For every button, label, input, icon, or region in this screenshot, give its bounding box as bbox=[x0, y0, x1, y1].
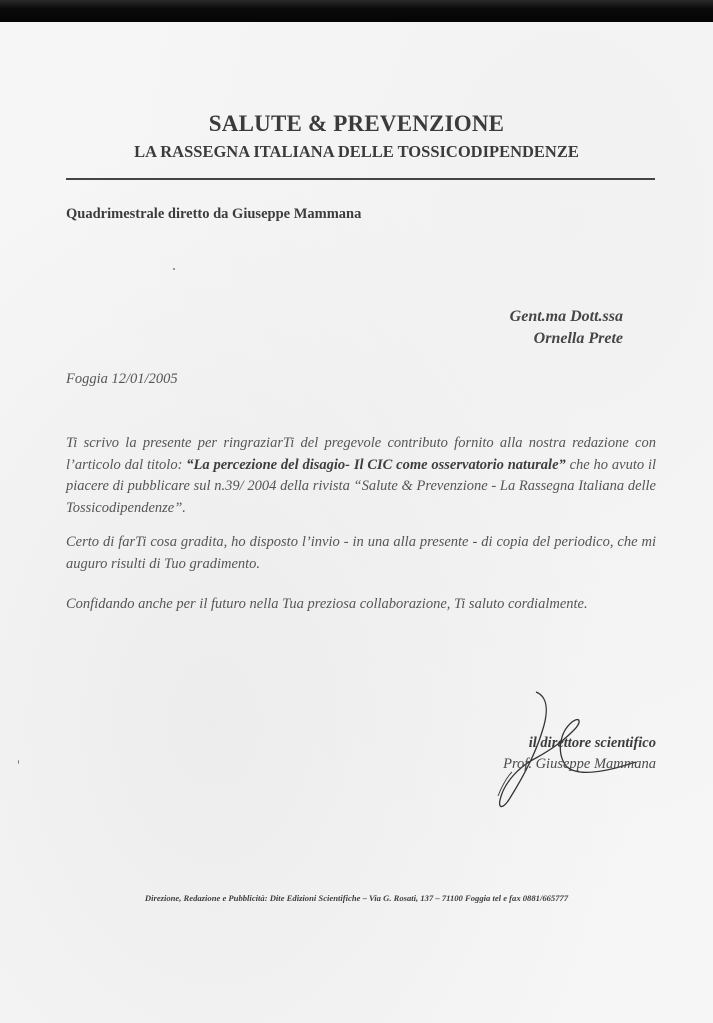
signer-role: il direttore scientifico bbox=[528, 735, 656, 751]
date-line: Foggia 12/01/2005 bbox=[66, 371, 178, 387]
signature-block bbox=[503, 733, 656, 775]
letter-page bbox=[0, 22, 713, 1023]
scan-speck bbox=[173, 268, 175, 270]
publisher-footer: Direzione, Redazione e Pubblicità: Dite Edizioni Scientifiche – Via G. Rosati, 137 – 71100 Foggia tel e fax 0881/665777 bbox=[144, 893, 569, 903]
signer-name: Prof. Giuseppe Mammana bbox=[503, 756, 656, 772]
body-paragraph-2: Certo di farTi cosa gradita, ho disposto l’invio - in una alla presente - di copia del periodico, che mi auguro risulti di Tuo gradimento. bbox=[66, 534, 656, 572]
p1-intro: Ti scrivo la presente per ringraziarTi del pregevole contributo fornito alla nostra redazione con l’articolo dal titolo: bbox=[66, 435, 656, 473]
recipient-salutation: Gent.ma Dott.ssa bbox=[509, 308, 623, 325]
body-paragraph-1 bbox=[66, 433, 656, 519]
masthead-title: SALUTE & PREVENZIONE bbox=[208, 111, 505, 136]
scan-border-top bbox=[0, 0, 713, 22]
recipient-block bbox=[510, 306, 623, 350]
article-title: “La percezione del disagio- Il CIC come osservatorio naturale” bbox=[186, 456, 566, 473]
masthead-direction: Quadrimestrale diretto da Giuseppe Mammana bbox=[66, 206, 362, 222]
scan-speck bbox=[18, 760, 19, 764]
recipient-name: Ornella Prete bbox=[533, 330, 623, 347]
p1-outro: che ho avuto il piacere di pubblicare sul n.39/ 2004 della rivista “Salute & Prevenzione - La Rassegna Italiana delle Tossicodipendenze”. bbox=[66, 456, 657, 516]
body-paragraph-3: Confidando anche per il futuro nella Tua preziosa collaborazione, Ti saluto cordialmente. bbox=[66, 596, 588, 612]
masthead-subtitle: LA RASSEGNA ITALIANA DELLE TOSSICODIPENDENZE bbox=[134, 142, 579, 161]
masthead-divider bbox=[66, 178, 655, 180]
